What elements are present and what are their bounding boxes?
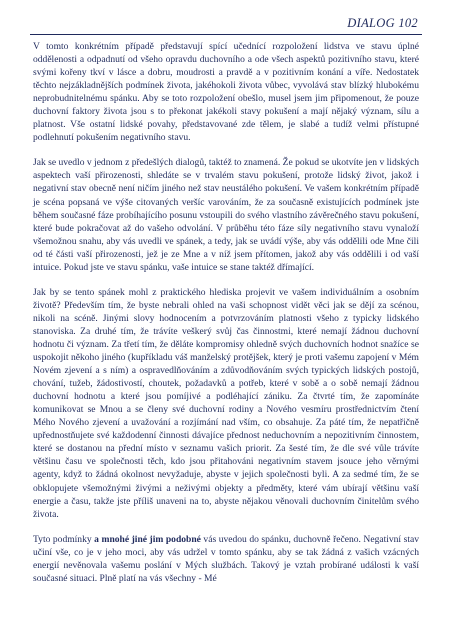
paragraph-3: Jak by se tento spánek mohl z praktického hlediska projevit ve vašem individuálním a osobním životě? Především tím, že byste nebrali ohled na vaši schopnost vidět věci jak se dějí za scénou, nikoli na scéně. Jinými slovy hodnocením a potvrzováním platnosti všeho z typicky lidského stanoviska. Za druhé tím, že trávíte veškerý svůj čas činnostmi, které nemají žádnou duchovní hodnotu či význam. Za třetí tím, že děláte kompromisy ohledně svých duchovních hodnot snažíce se uspokojit někoho jiného (kupříkladu váš manželský protějšek, který je proti vašemu zapojení v Mém Novém zjevení a s ním) a ospravedlňováním a zdůvodňováním svých typických lidských postojů, chování, tužeb, žádostivostí, choutek, požadavků a potřeb, které v sobě a o sobě nemají žádnou duchovní hodnotu a které jsou pomíjivé a podléhající zániku. Za čtvrté tím, že zapomínáte komunikovat se Mnou a se členy své duchovní rodiny a Nového vesmíru prostřednictvím čtení Mého Nového zjevení a uvažování a rozjímání nad vším, co obsahuje. Za páté tím, že nepatřičně upřednostňujete své každodenní činnosti dávajíce přednost neduchovním a nepozitivním činnostem, které se dostanou na přední místo v seznamu vašich priorit. Za šesté tím, že dle své vůle trávíte většinu času ve společnosti těch, kdo jsou přitahováni negativním stavem jsouce jeho věrnými agenty, když to žádná okolnost nevyžaduje, abyste v jejich společnosti byli. A za sedmé tím, že se obklopujete všemožnými živými a neživými objekty a předměty, které vám ubírají většinu vaší energie a času, takže jste příliš unaveni na to, abyste nějakou věnovali duchovním činitelům svého života. (33, 286, 419, 520)
page-header-title: DIALOG 102 (347, 16, 418, 30)
paragraph-4 (33, 533, 419, 585)
paragraph-2: Jak se uvedlo v jednom z předešlých dialogů, taktéž to znamená. Že pokud se ukotvíte jen v lidských aspektech vaší přirozenosti, shledáte se v trvalém stavu pokušení, protože lidský život, jakož i negativní stav obecně není ničím jiného než stav neustálého pokušení. Ve vašem konkrétním případě je scéna popsaná ve výše citovaných veršíc varováním, že za současně existujících podmínek jste během současné fáze probíhajícího posunu vstoupili do svého vlastního závěrečného stavu pokušení, které bude pokračovat až do vašeho odvolání. V průběhu této fáze síly negativního stavu vynaloží všemožnou snahu, aby vás uvedli ve spánek, a tedy, jak se uvádí výše, aby vás oddělili ode Mne čili od té části vaší přirozenosti, jež je ze Mne a v níž jsem přítomen, jakož aby vás oddělili i od vaší intuice. Pokud jste ve stavu spánku, vaše intuice se stane taktéž dřímající. (33, 157, 419, 273)
paragraph-4-text-before: Tyto podmínky (33, 533, 95, 545)
header-rule (30, 34, 422, 35)
paragraph-4-text-after: vás uvedou do spánku, duchovně řečeno. Negativní stav učiní vše, co je v jeho moci, aby vás udržel v tomto spánku, aby se tak žádná z vašich vzácných energií nevěnovala vašemu poslání v Mých službách. Takový je vztah probírané události k vaší současné situaci. Plně platí na vás všechny - Mé (33, 533, 420, 584)
document-body (33, 40, 419, 585)
paragraph-1: V tomto konkrétním případě představují spící učednící rozpoložení lidstva ve stavu úplné oddělenosti a odpadnutí od všeho opravdu duchovního a ode všech aspektů pozitivního stavu, které svými kořeny tkví v lásce a dobru, moudrosti a pravdě a v pozitivním konání a víře. Nedostatek těchto nejzákladnějších podmínek života, jakéhokoli života vůbec, vyvolává stav blízký hlubokému neprobudnitelnému spánku. Aby se toto rozpoložení obešlo, musel jsem jim připomenout, že pouze duchovní faktory života jsou s to překonat jakékoli stavy pokušení a mají nějaký význam, sílu a platnost. Vše ostatní lidské povahy, představované zde tělem, je slabé a tudíž velmi přístupné podlehnutí pokušením negativního stavu. (33, 41, 419, 144)
paragraph-4-bold-phrase: a mnohé jiné jim podobné (94, 533, 201, 545)
